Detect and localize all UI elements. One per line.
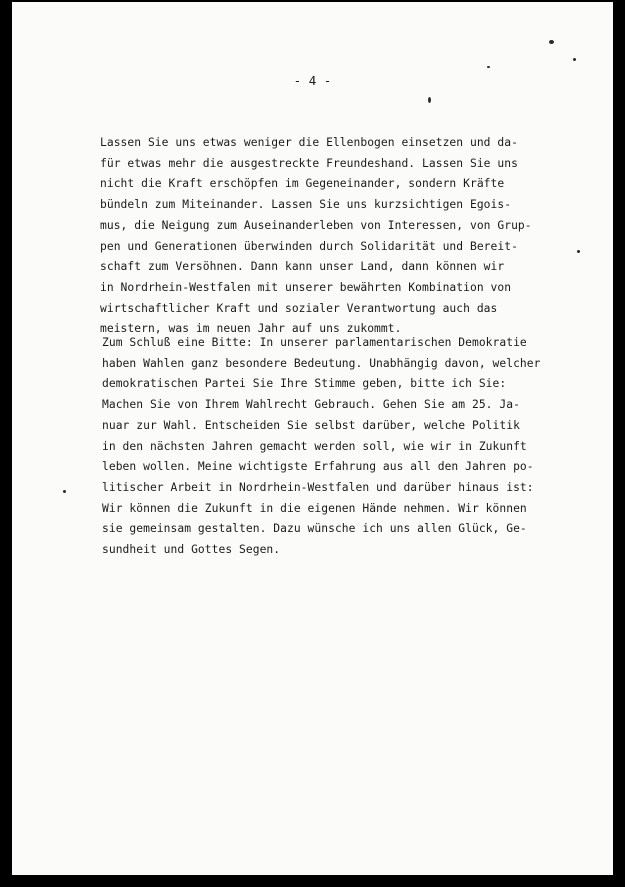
text-line: sie gemeinsam gestalten. Dazu wünsche ich uns allen Glück, Ge- <box>102 522 527 536</box>
text-line: sundheit und Gottes Segen. <box>102 543 281 557</box>
text-line: litischer Arbeit in Nordrhein-Westfalen und darüber hinaus ist: <box>102 480 534 494</box>
text-line: Wir können die Zukunft in die eigenen Hände nehmen. Wir können <box>102 501 527 515</box>
text-line: mus, die Neigung zum Auseinanderleben von Interessen, von Grup- <box>100 218 532 232</box>
scan-speck <box>428 97 431 103</box>
text-line: für etwas mehr die ausgestreckte Freundeshand. Lassen Sie uns <box>100 156 518 170</box>
text-line: demokratischen Partei Sie Ihre Stimme geben, bitte ich Sie: <box>102 377 507 391</box>
text-line: haben Wahlen ganz besondere Bedeutung. Unabhängig davon, welcher <box>102 356 541 370</box>
text-line: meistern, was im neuen Jahr auf uns zukommt. <box>100 322 402 336</box>
text-line: Zum Schluß eine Bitte: In unserer parlamentarischen Demokratie <box>102 336 527 349</box>
text-line: in Nordrhein-Westfalen mit unserer bewährten Kombination von <box>100 280 512 294</box>
scan-speck <box>63 490 66 493</box>
text-line: schaft zum Versöhnen. Dann kann unser Land, dann können wir <box>100 260 505 274</box>
scan-speck <box>573 58 576 61</box>
scan-speck <box>549 40 554 44</box>
text-line: wirtschaftlicher Kraft und sozialer Verantwortung auch das <box>100 301 498 315</box>
text-line: bündeln zum Miteinander. Lassen Sie uns kurzsichtigen Egois- <box>100 198 512 212</box>
paragraph <box>100 133 532 340</box>
text-line: Machen Sie von Ihrem Wahlrecht Gebrauch. Gehen Sie am 25. Ja- <box>102 398 520 412</box>
paragraph <box>102 333 540 561</box>
text-line: nicht die Kraft erschöpfen im Gegeneinander, sondern Kräfte <box>100 177 505 191</box>
scan-speck <box>577 250 580 253</box>
text-line: leben wollen. Meine wichtigste Erfahrung aus all den Jahren po- <box>102 460 534 474</box>
text-line: in den nächsten Jahren gemacht werden soll, wie wir in Zukunft <box>102 439 527 453</box>
text-line: nuar zur Wahl. Entscheiden Sie selbst darüber, welche Politik <box>102 418 520 432</box>
text-line: Lassen Sie uns etwas weniger die Ellenbogen einsetzen und da- <box>100 136 518 149</box>
text-line: pen und Generationen überwinden durch Solidarität und Bereit- <box>100 239 518 253</box>
page-number: - 4 - <box>293 73 332 88</box>
scan-speck <box>487 66 490 68</box>
